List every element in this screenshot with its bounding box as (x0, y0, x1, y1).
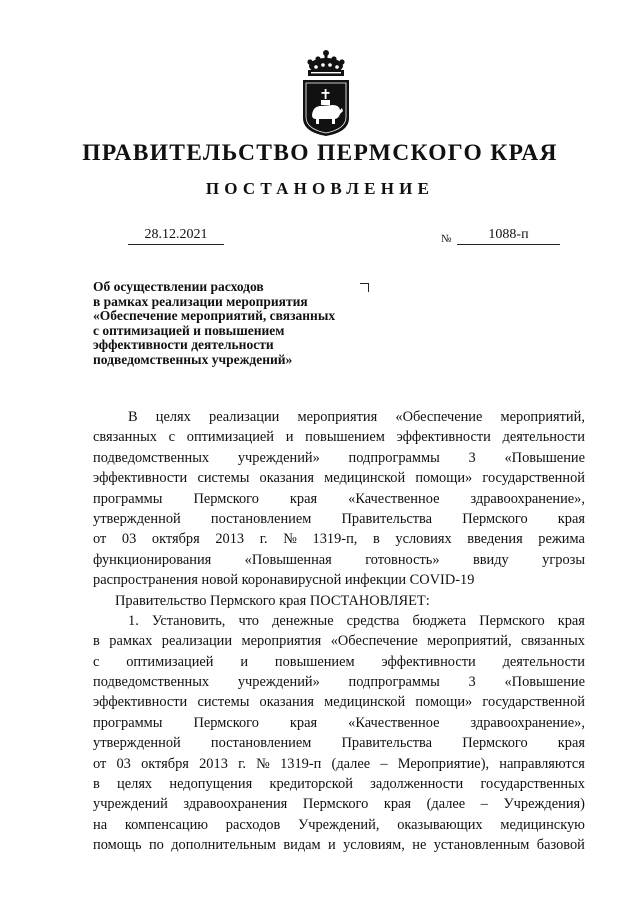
body-word: целях (117, 776, 153, 793)
body-word: «Обеспечение (395, 409, 483, 425)
body-word: оказывающих (397, 816, 483, 833)
body-word: готовность» (365, 551, 440, 568)
subject-line: Об осуществлении расходов (93, 279, 264, 294)
body-word: утвержденной (93, 510, 181, 527)
body-word: 1319-п (280, 755, 322, 772)
body-word: мероприятий, (427, 633, 512, 650)
body-line (93, 509, 585, 529)
body-word: г. (259, 531, 268, 548)
body-word: в (93, 633, 100, 650)
body-word: что (238, 612, 260, 629)
body-line (93, 550, 585, 570)
body-word: 2013 (199, 755, 228, 772)
body-word: эффективности (381, 653, 476, 670)
body-line (93, 489, 585, 509)
body-word: задолженности (370, 776, 464, 793)
body-line (93, 835, 585, 855)
body-word: Учреждений, (298, 816, 380, 833)
body-word: базовой (536, 837, 585, 854)
body-word: компенсацию (124, 816, 209, 833)
document-date: 28.12.2021 (128, 227, 224, 245)
body-word: 1. (128, 612, 139, 629)
body-line (93, 591, 585, 611)
body-word: режима (538, 531, 585, 548)
body-word: В (128, 409, 138, 425)
number-label: № (441, 233, 452, 245)
body-word: здравоохранение», (470, 714, 585, 731)
body-word: подпрограммы (348, 674, 440, 691)
government-title: ПРАВИТЕЛЬСТВО ПЕРМСКОГО КРАЯ (82, 140, 558, 166)
body-word: «Обеспечение (330, 633, 418, 650)
body-word: эффективности (93, 470, 188, 487)
body-word: Учреждения) (503, 796, 585, 813)
body-word: оптимизацией (186, 429, 275, 446)
body-word: медицинской (324, 470, 406, 487)
body-word: деятельности (502, 653, 585, 670)
body-word: и (328, 837, 336, 854)
body-word: края (383, 796, 412, 813)
body-word: не (412, 837, 427, 854)
body-word: с (168, 429, 176, 446)
body-line (93, 570, 585, 590)
body-word: системы (197, 694, 250, 711)
body-word: Пермского (193, 714, 259, 731)
body-word: утвержденной (93, 735, 181, 752)
body-line (93, 672, 585, 692)
body-word: Установить, (151, 612, 226, 629)
body-word: учреждений (93, 796, 168, 813)
body-line (93, 448, 585, 468)
body-word: бюджета (412, 612, 467, 629)
body-word: 3 (468, 449, 476, 466)
body-word: (далее (426, 796, 466, 813)
body-word: условиях (395, 531, 452, 548)
document-type: ПОСТАНОВЛЕНИЕ (205, 179, 435, 198)
body-word: «Повышение (504, 449, 585, 466)
body-word: г. (238, 755, 246, 772)
subject-line: подведомственных учреждений» (93, 351, 293, 367)
body-word: программы (93, 490, 163, 507)
body-word: видам (283, 837, 321, 854)
body-word: связанных (93, 429, 157, 446)
body-word: функционирования (93, 551, 212, 568)
body-word: от (93, 755, 107, 772)
body-word: 03 (121, 531, 137, 548)
body-word: государственной (482, 470, 585, 487)
body-word: в (372, 531, 380, 548)
body-word: здравоохранение», (470, 490, 585, 507)
body-line (93, 733, 585, 753)
body-word: с (93, 653, 100, 670)
document-subject (93, 280, 383, 367)
body-word: Пермского (462, 510, 528, 527)
body-word: Пермского (302, 796, 369, 813)
body-word: мероприятия (297, 409, 378, 425)
body-word: оптимизацией (126, 653, 214, 670)
body-word: «Повышенная (244, 551, 332, 568)
body-word: подпрограммы (348, 449, 440, 466)
body-word: введения (467, 531, 523, 548)
body-word: октября (141, 755, 189, 772)
body-word: мероприятий, (500, 409, 585, 425)
body-line (93, 794, 585, 814)
body-word: денежные (272, 612, 334, 629)
body-word: края (557, 735, 585, 752)
body-word: № (283, 531, 297, 548)
subject-line: эффективности деятельности (93, 337, 274, 352)
body-word: «Качественное (348, 714, 440, 731)
body-word: помощи» (415, 694, 473, 711)
body-word: рамках (109, 633, 153, 650)
body-word: и (285, 429, 294, 446)
body-line (93, 815, 585, 835)
body-word: государственных (480, 776, 585, 793)
body-word: кредиторской (269, 776, 353, 793)
body-word: и (240, 653, 249, 670)
body-word: – (480, 796, 488, 813)
body-word: 03 (116, 755, 131, 772)
body-word: «Повышение (504, 674, 585, 691)
body-line (93, 427, 585, 447)
body-word: подведомственных (93, 674, 210, 691)
body-word: целях (155, 409, 191, 425)
body-word: 1319-п, (312, 531, 358, 548)
body-word: Пермского (462, 735, 528, 752)
body-word: реализации (161, 633, 233, 650)
body-word: средства (346, 612, 400, 629)
body-word: распространения новой коронавирусной инфекции COVID-19 (93, 572, 475, 589)
body-word: края (557, 612, 585, 629)
body-word: деятельности (502, 429, 585, 446)
body-word: подведомственных (93, 449, 210, 466)
body-word: ввиду (472, 551, 509, 568)
body-word: дополнительным (171, 837, 276, 854)
body-word: 2013 (215, 531, 245, 548)
body-word: Мероприятие), (397, 755, 490, 772)
body-word: Пермского (193, 490, 259, 507)
body-word: «Качественное (348, 490, 440, 507)
body-word: медицинской (324, 694, 406, 711)
body-word: угрозы (542, 551, 585, 568)
body-word: Правительства (341, 510, 433, 527)
body-word: октября (151, 531, 200, 548)
body-word: края (557, 510, 585, 527)
subject-line: с оптимизацией и повышением (93, 322, 285, 338)
body-line (93, 468, 585, 488)
body-line (93, 713, 585, 733)
body-word: оказания (259, 694, 314, 711)
body-word: программы (93, 714, 163, 731)
body-word: государственной (482, 694, 585, 711)
body-line (93, 529, 585, 549)
body-word: в (93, 776, 100, 793)
body-word: – (380, 755, 388, 772)
coat-of-arms-icon (299, 48, 353, 138)
document-number: 1088-п (457, 227, 560, 245)
body-word: постановлением (210, 510, 312, 527)
subject-line: «Обеспечение мероприятий, связанных (93, 308, 336, 323)
body-word: повышением (274, 653, 355, 670)
body-word: края (289, 714, 318, 731)
body-word: по (148, 837, 164, 854)
body-word: Пермского (479, 612, 545, 629)
body-word: края (289, 490, 318, 507)
body-word: оказания (259, 470, 314, 487)
body-word: № (256, 755, 270, 772)
body-word: Правительства (341, 735, 433, 752)
body-word: Правительство Пермского края ПОСТАНОВЛЯЕТ: (115, 592, 430, 609)
body-word: повышением (305, 429, 385, 446)
body-word: на (93, 816, 108, 833)
body-word: установленным (433, 837, 530, 854)
body-word: (далее (331, 755, 371, 772)
body-word: эффективности (396, 429, 491, 446)
body-line (93, 652, 585, 672)
document-body (93, 407, 585, 856)
body-word: эффективности (93, 694, 188, 711)
body-word: учреждений» (237, 674, 320, 691)
body-line (93, 774, 585, 794)
body-word: помощи» (415, 470, 473, 487)
body-word: медицинскую (500, 816, 585, 833)
body-word: от (93, 531, 107, 548)
body-line (93, 407, 585, 427)
body-line (93, 611, 585, 631)
body-word: связанных (521, 633, 585, 650)
body-word: мероприятия (241, 633, 322, 650)
body-word: здравоохранения (183, 796, 288, 813)
body-word: системы (197, 470, 250, 487)
body-word: условиям, (343, 837, 405, 854)
body-word: помощь (93, 837, 142, 854)
subject-corner-mark (360, 283, 369, 292)
body-word: учреждений» (237, 449, 320, 466)
body-line (93, 754, 585, 774)
body-line (93, 692, 585, 712)
body-word: недопущения (169, 776, 253, 793)
body-line (93, 631, 585, 651)
body-word: реализации (209, 409, 280, 425)
body-word: постановлением (210, 735, 312, 752)
body-word: расходов (225, 816, 281, 833)
body-word: направляются (499, 755, 585, 772)
body-word: 3 (468, 674, 476, 691)
subject-line: в рамках реализации мероприятия (93, 293, 308, 309)
